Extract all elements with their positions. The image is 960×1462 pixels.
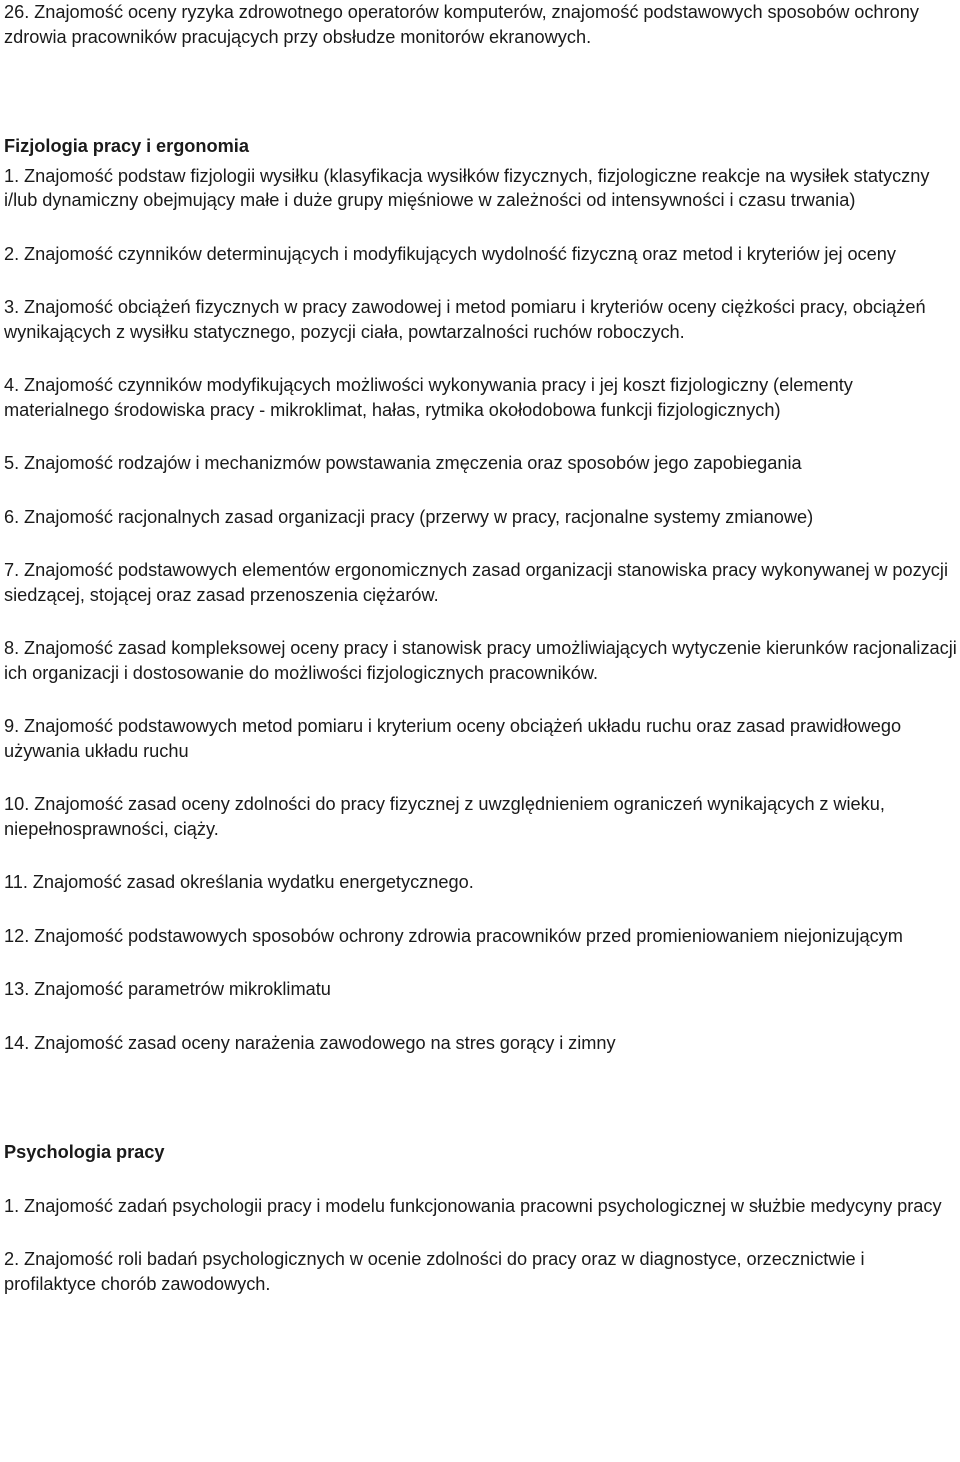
psychologia-item-2: 2. Znajomość roli badań psychologicznych w ocenie zdolności do pracy oraz w diagnostyce, orzecznictwie i profilaktyce chorób zawodowych.: [4, 1249, 865, 1294]
fizjologia-item-2: 2. Znajomość czynników determinujących i modyfikujących wydolność fizyczną oraz metod i kryteriów jej oceny: [4, 243, 896, 264]
fizjologia-item-4: 4. Znajomość czynników modyfikujących możliwości wykonywania pracy i jej koszt fizjologiczny (elementy materialnego środowiska pracy - mikroklimat, hałas, rytmika okołodobowa funkcji fizjologicznych): [4, 375, 853, 420]
section-title-fizjologia: Fizjologia pracy i ergonomia: [4, 136, 249, 156]
document-page: [4, 0, 958, 1296]
fizjologia-item-3: 3. Znajomość obciążeń fizycznych w pracy zawodowej i metod pomiaru i kryteriów oceny ciężkości pracy, obciążeń wynikających z wysiłku statycznego, pozycji ciała, powtarzalności ruchów roboczych.: [4, 297, 926, 342]
fizjologia-item-10: 10. Znajomość zasad oceny zdolności do pracy fizycznej z uwzględnieniem ograniczeń wynikających z wieku, niepełnosprawności, ciąży.: [4, 794, 885, 839]
section-title-psychologia: Psychologia pracy: [4, 1142, 165, 1162]
fizjologia-item-13: 13. Znajomość parametrów mikroklimatu: [4, 979, 331, 999]
spacer: [4, 49, 958, 134]
item-26: 26. Znajomość oceny ryzyka zdrowotnego operatorów komputerów, znajomość podstawowych sposobów ochrony zdrowia pracowników pracujących przy obsłudze monitorów ekranowych.: [4, 2, 919, 47]
fizjologia-item-9: 9. Znajomość podstawowych metod pomiaru i kryterium oceny obciążeń układu ruchu oraz zasad prawidłowego używania układu ruchu: [4, 716, 902, 761]
fizjologia-item-14: 14. Znajomość zasad oceny narażenia zawodowego na stres gorący i zimny: [4, 1032, 616, 1053]
psychologia-item-1: 1. Znajomość zadań psychologii pracy i modelu funkcjonowania pracowni psychologicznej w służbie medycyny pracy: [4, 1195, 942, 1216]
fizjologia-item-7: 7. Znajomość podstawowych elementów ergonomicznych zasad organizacji stanowiska pracy wykonywanej w pozycji siedzącej, stojącej oraz zasad przenoszenia ciężarów.: [4, 560, 948, 605]
spacer: [4, 1055, 958, 1140]
fizjologia-item-6: 6. Znajomość racjonalnych zasad organizacji pracy (przerwy w pracy, racjonalne systemy zmianowe): [4, 506, 814, 527]
fizjologia-item-8: 8. Znajomość zasad kompleksowej oceny pracy i stanowisk pracy umożliwiających wytyczenie kierunków racjonalizacji ich organizacji i dostosowanie do możliwości fizjologicznych pracowników.: [4, 638, 957, 683]
fizjologia-item-11: 11. Znajomość zasad określania wydatku energetycznego.: [4, 872, 474, 892]
fizjologia-item-5: 5. Znajomość rodzajów i mechanizmów powstawania zmęczenia oraz sposobów jego zapobiegania: [4, 453, 802, 473]
fizjologia-item-12: 12. Znajomość podstawowych sposobów ochrony zdrowia pracowników przed promieniowaniem niejonizującym: [4, 925, 903, 946]
fizjologia-item-1: 1. Znajomość podstaw fizjologii wysiłku (klasyfikacja wysiłków fizycznych, fizjologiczne reakcje na wysiłek statyczny i/lub dynamiczny obejmujący małe i duże grupy mięśniowe w zależności od intensywności i czasu trwania): [4, 165, 930, 210]
